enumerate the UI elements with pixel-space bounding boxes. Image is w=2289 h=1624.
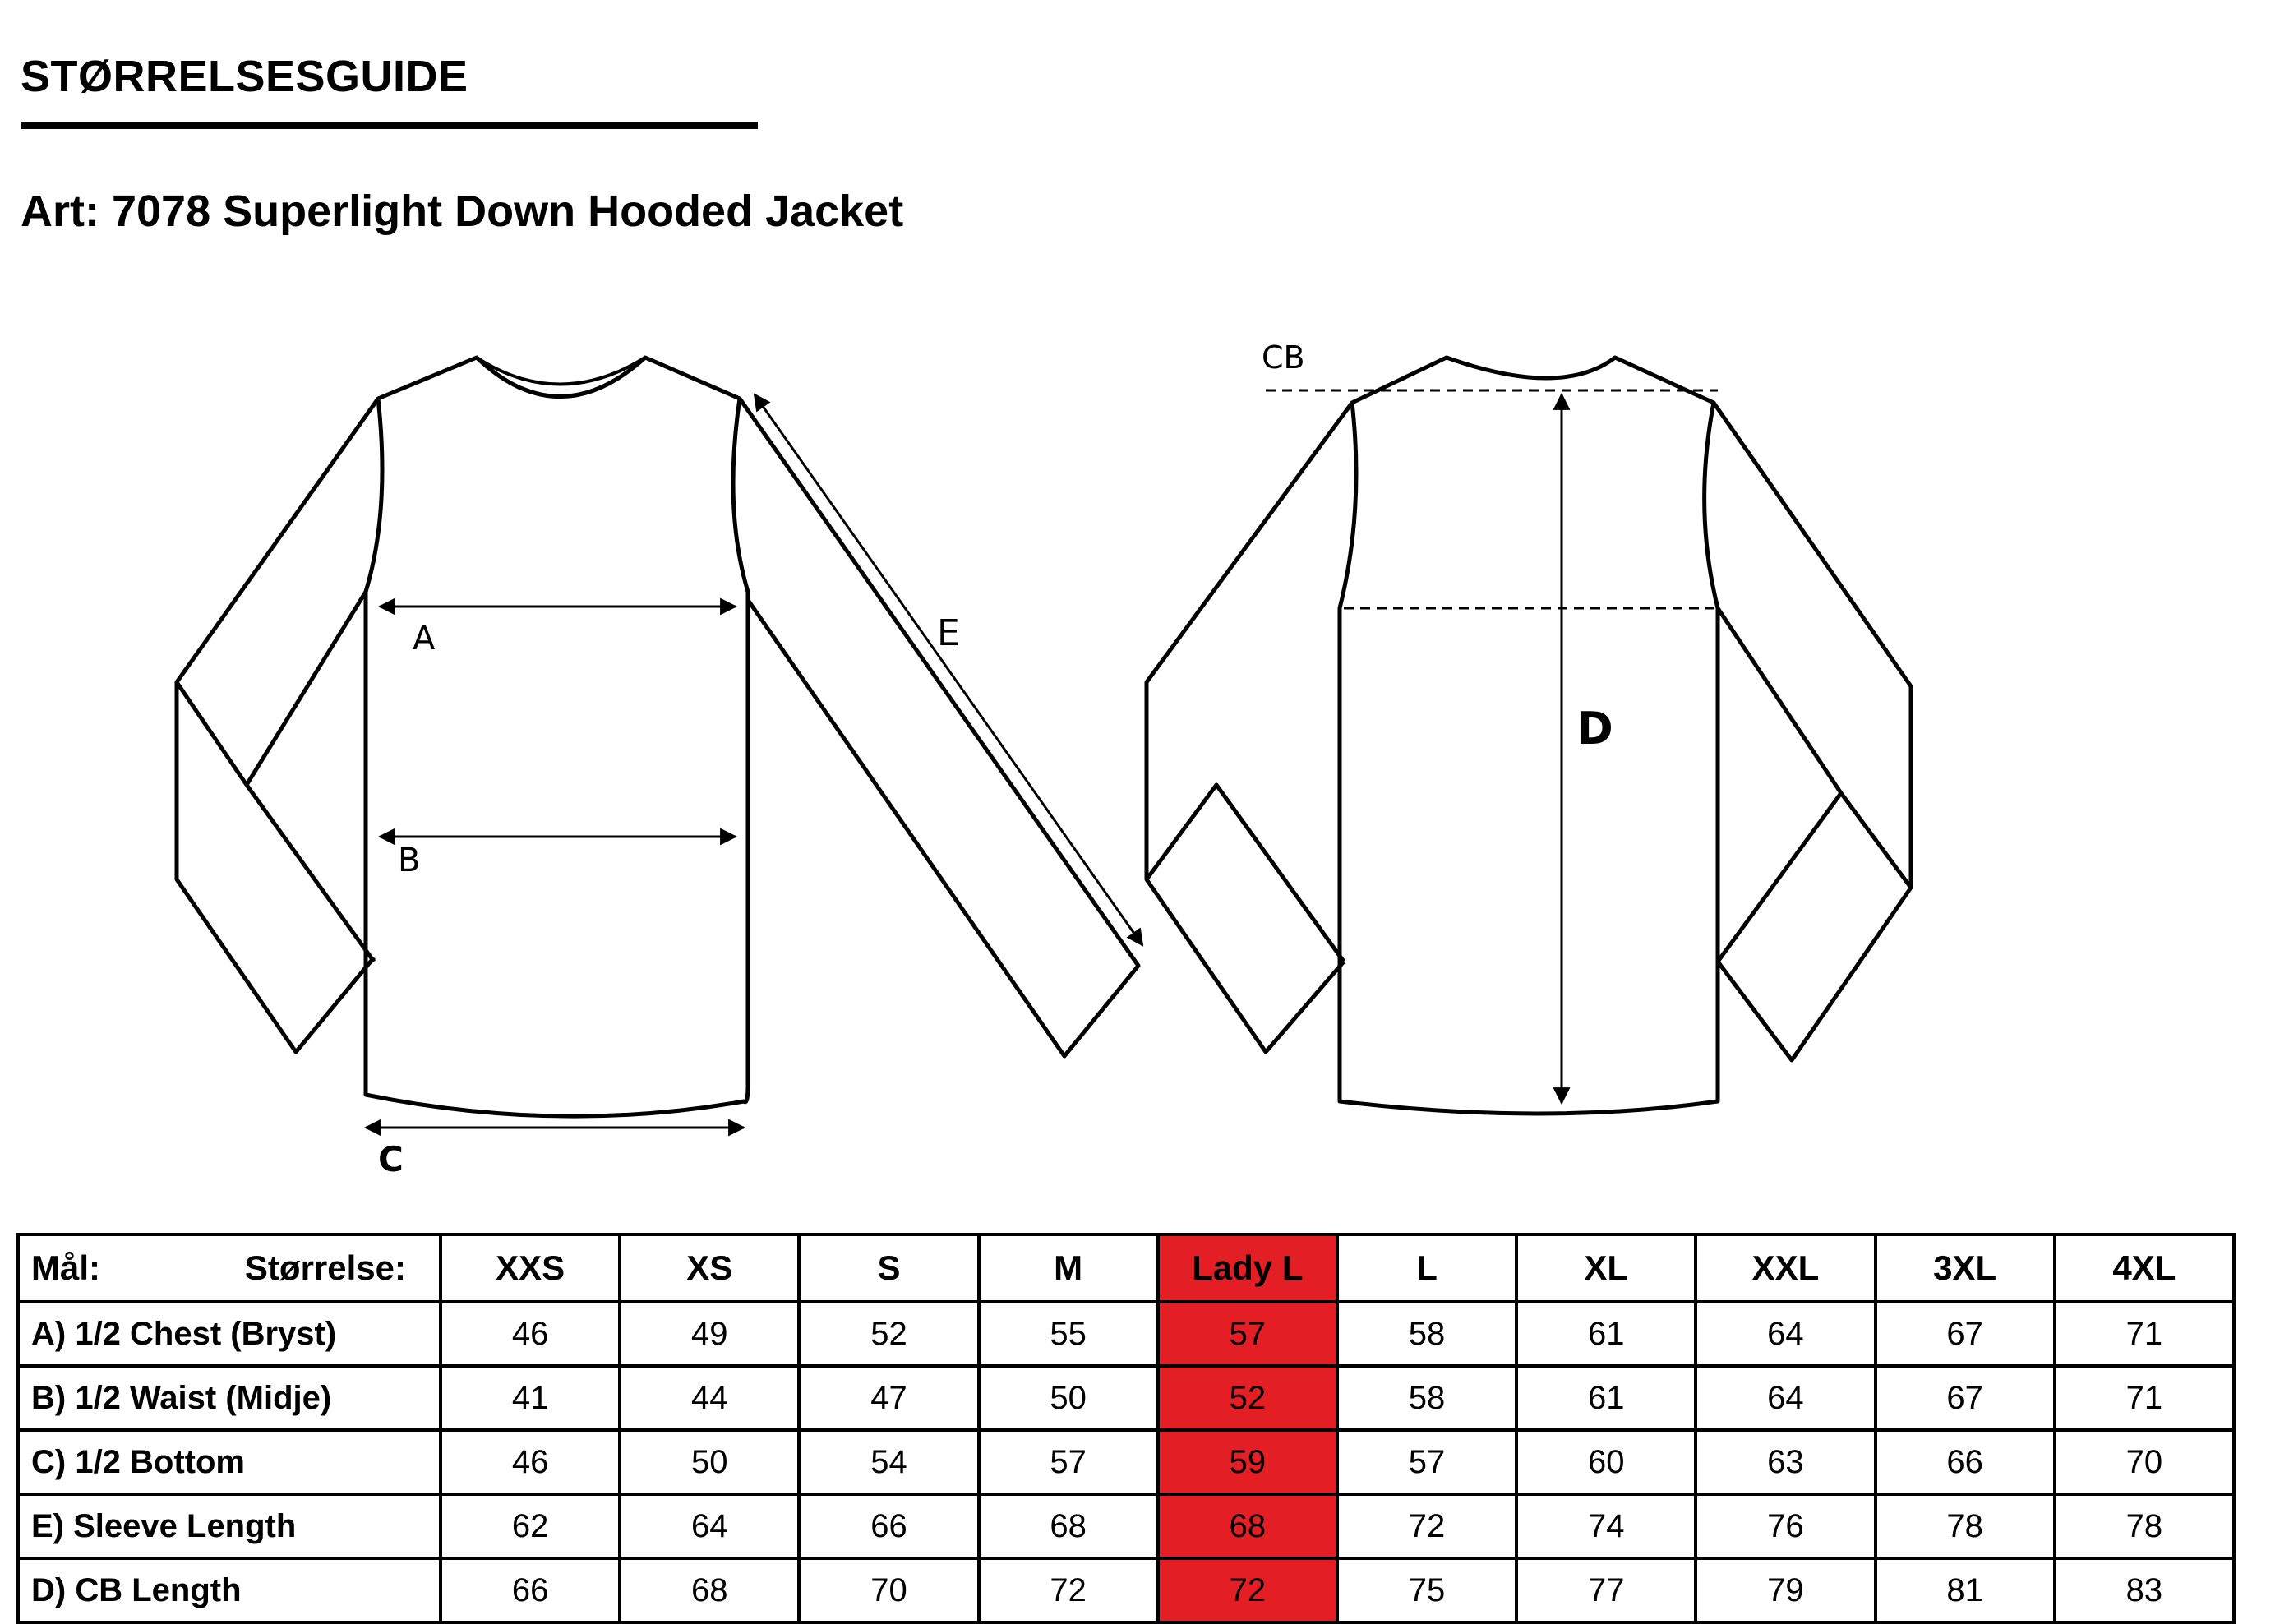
table-cell: 66 (799, 1494, 978, 1558)
size-header: XXS (441, 1234, 620, 1302)
table-cell: 77 (1516, 1558, 1696, 1622)
table-cell: 60 (1516, 1430, 1696, 1494)
back-measurements (1266, 390, 1718, 1103)
table-cell: 57 (979, 1430, 1158, 1494)
row-label: A) 1/2 Chest (Bryst) (18, 1302, 441, 1366)
table-cell-highlighted: 68 (1158, 1494, 1337, 1558)
table-cell: 57 (1337, 1430, 1516, 1494)
table-cell: 64 (620, 1494, 799, 1558)
size-header: L (1337, 1234, 1516, 1302)
label-c: C (378, 1139, 404, 1179)
table-row (18, 1558, 2234, 1622)
table-cell: 50 (979, 1366, 1158, 1430)
size-header: 4XL (2055, 1234, 2234, 1302)
measure-e (755, 394, 1142, 945)
table-cell-highlighted: 72 (1158, 1558, 1337, 1622)
table-cell: 49 (620, 1302, 799, 1366)
front-view (177, 358, 1138, 1116)
table-cell: 54 (799, 1430, 978, 1494)
size-header-row (18, 1234, 2234, 1302)
table-cell: 44 (620, 1366, 799, 1430)
size-header: M (979, 1234, 1158, 1302)
size-header: XS (620, 1234, 799, 1302)
table-cell: 68 (979, 1494, 1158, 1558)
table-cell: 71 (2055, 1366, 2234, 1430)
row-label: E) Sleeve Length (18, 1494, 441, 1558)
front-measurements (366, 394, 1142, 1128)
table-cell-highlighted: 59 (1158, 1430, 1337, 1494)
table-cell: 58 (1337, 1302, 1516, 1366)
table-corner (18, 1234, 441, 1302)
table-cell: 81 (1876, 1558, 2055, 1622)
table-cell: 67 (1876, 1302, 2055, 1366)
table-cell: 68 (620, 1558, 799, 1622)
row-label: C) 1/2 Bottom (18, 1430, 441, 1494)
table-cell: 55 (979, 1302, 1158, 1366)
size-header: XXL (1696, 1234, 1875, 1302)
size-header-highlighted: Lady L (1158, 1234, 1337, 1302)
table-cell: 67 (1876, 1366, 2055, 1430)
size-header: XL (1516, 1234, 1696, 1302)
table-cell: 46 (441, 1430, 620, 1494)
size-table (16, 1233, 2236, 1624)
back-view (1147, 358, 1911, 1114)
table-cell: 72 (979, 1558, 1158, 1622)
table-cell: 61 (1516, 1302, 1696, 1366)
label-b: B (398, 842, 421, 879)
table-row (18, 1366, 2234, 1430)
table-cell: 70 (799, 1558, 978, 1622)
garment-diagram (0, 312, 2289, 1200)
table-cell: 66 (441, 1558, 620, 1622)
table-cell: 58 (1337, 1366, 1516, 1430)
table-cell: 64 (1696, 1302, 1875, 1366)
row-label: D) CB Length (18, 1558, 441, 1622)
table-cell: 66 (1876, 1430, 2055, 1494)
table-cell: 71 (2055, 1302, 2234, 1366)
table-cell: 46 (441, 1302, 620, 1366)
table-cell: 50 (620, 1430, 799, 1494)
table-cell: 78 (1876, 1494, 2055, 1558)
table-row (18, 1302, 2234, 1366)
table-cell: 76 (1696, 1494, 1875, 1558)
page-title: STØRRELSESGUIDE (21, 52, 468, 101)
table-cell: 75 (1337, 1558, 1516, 1622)
table-cell: 47 (799, 1366, 978, 1430)
table-cell: 74 (1516, 1494, 1696, 1558)
table-row (18, 1494, 2234, 1558)
article-title: Art: 7078 Superlight Down Hooded Jacket (21, 187, 904, 236)
table-cell: 52 (799, 1302, 978, 1366)
table-cell: 70 (2055, 1430, 2234, 1494)
label-cb: CB (1262, 339, 1305, 376)
corner-right-label: Størrelse: (244, 1248, 406, 1287)
table-cell: 62 (441, 1494, 620, 1558)
table-cell-highlighted: 57 (1158, 1302, 1337, 1366)
table-cell: 78 (2055, 1494, 2234, 1558)
label-d: D (1576, 703, 1613, 754)
table-cell-highlighted: 52 (1158, 1366, 1337, 1430)
table-cell: 61 (1516, 1366, 1696, 1430)
table-cell: 83 (2055, 1558, 2234, 1622)
corner-left-label: Mål: (31, 1248, 100, 1287)
size-header: 3XL (1876, 1234, 2055, 1302)
table-cell: 79 (1696, 1558, 1875, 1622)
row-label: B) 1/2 Waist (Midje) (18, 1366, 441, 1430)
size-header: S (799, 1234, 978, 1302)
table-cell: 72 (1337, 1494, 1516, 1558)
title-underline (21, 122, 758, 129)
table-row (18, 1430, 2234, 1494)
label-a: A (413, 620, 436, 657)
table-cell: 63 (1696, 1430, 1875, 1494)
table-cell: 41 (441, 1366, 620, 1430)
label-e: E (937, 612, 960, 654)
table-cell: 64 (1696, 1366, 1875, 1430)
